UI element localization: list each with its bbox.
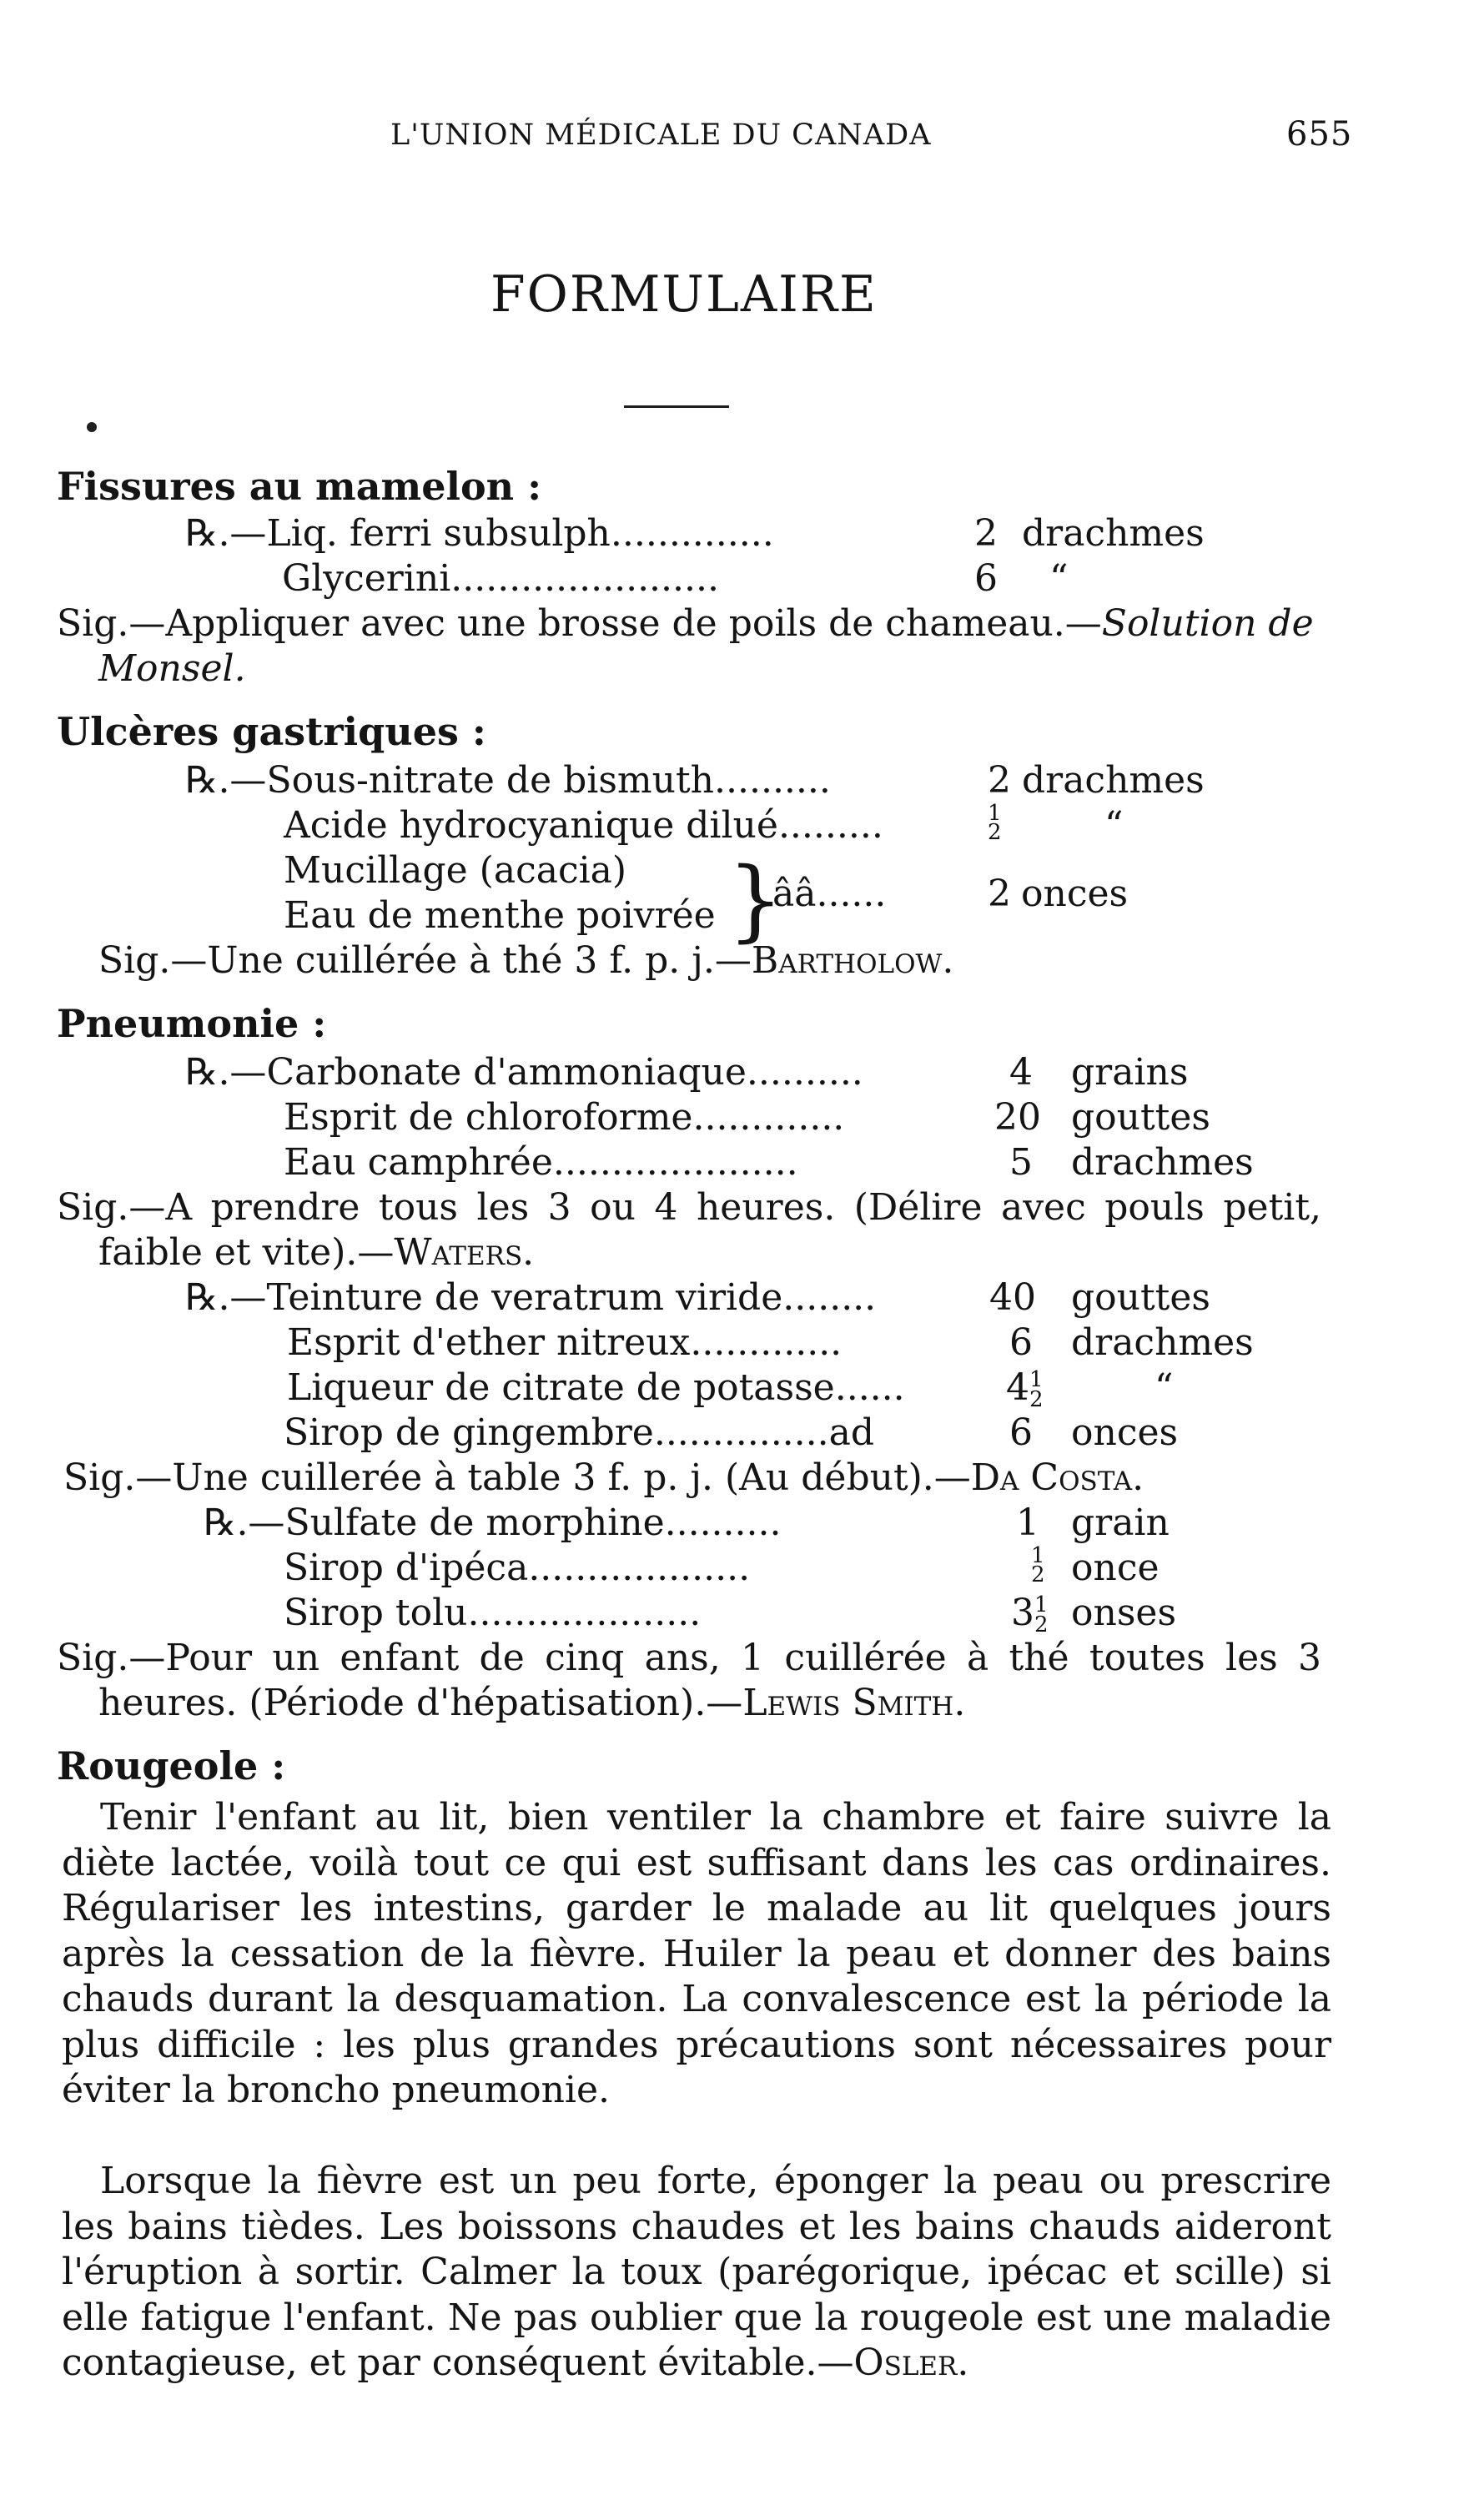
prescription-line: Glycerini....................... bbox=[282, 557, 719, 600]
signature-continuation: Monsel. bbox=[98, 647, 246, 690]
section-heading-rougeole: Rougeole : bbox=[57, 1743, 286, 1788]
quantity: 6 bbox=[1009, 1411, 1033, 1454]
prescription-line: ââ...... bbox=[772, 873, 887, 915]
quantity: 1 bbox=[1016, 1502, 1039, 1544]
section-heading-fissures: Fissures au mamelon : bbox=[57, 464, 542, 509]
prescription-line: Sirop de gingembre...............ad bbox=[284, 1411, 875, 1454]
prescription-line: Acide hydrocyanique dilué......... bbox=[284, 804, 883, 847]
ingredient-line: Mucillage (acacia) bbox=[284, 849, 627, 892]
ingredient-line: Eau de menthe poivrée bbox=[284, 894, 716, 937]
quantity: 5 bbox=[1009, 1141, 1033, 1184]
quantity-mixed-fraction: 41 2 bbox=[1006, 1366, 1044, 1412]
quantity: 2 bbox=[974, 512, 998, 555]
quantity: 6 bbox=[1009, 1321, 1033, 1364]
prescription-line: ℞.—Sous-nitrate de bismuth.......... bbox=[185, 759, 831, 802]
unit: “ bbox=[1049, 557, 1069, 600]
unit: gouttes bbox=[1071, 1096, 1210, 1139]
paragraph: Tenir l'enfant au lit, bien ventiler la chambre et faire suivre la diète lactée, voilà tout ce qui est suffisant dans les cas ordinaires. Régulariser les intestins, garder le malade au lit quelques jours après la cessation de la fièvre. Huiler la peau et donner des bains chauds durant la desquamation. La convalescence est la période la plus difficile : les plus grandes précautions sont nécessaires pour éviter la broncho pneumonie. bbox=[62, 1796, 1331, 2111]
unit: once bbox=[1071, 1547, 1160, 1589]
unit: drachmes bbox=[1022, 512, 1205, 555]
quantity: 2 bbox=[988, 873, 1011, 915]
running-title: L'UNION MÉDICALE DU CANADA bbox=[390, 118, 932, 152]
fraction-half: 1 2 bbox=[988, 801, 1002, 846]
signature-line: Sig.—A prendre tous les 3 ou 4 heures. (Délire avec pouls petit, bbox=[57, 1186, 1321, 1229]
prescription-line: Esprit d'ether nitreux............. bbox=[287, 1321, 843, 1364]
combining-brace: } bbox=[727, 848, 784, 951]
signature-line: Sig.—Appliquer avec une brosse de poils de chameau.—Solution de bbox=[57, 602, 1314, 645]
prescription-line: ℞.—Sulfate de morphine.......... bbox=[204, 1502, 782, 1544]
quantity: 40 bbox=[989, 1276, 1036, 1319]
signature-line: Sig.—Pour un enfant de cinq ans, 1 cuillérée à thé toutes les 3 bbox=[57, 1637, 1321, 1679]
quantity: 2 bbox=[988, 759, 1011, 802]
page-number: 655 bbox=[1286, 115, 1353, 153]
prescription-line: ℞.—Liq. ferri subsulph.............. bbox=[185, 512, 774, 555]
signature-continuation: faible et vite).—Waters. bbox=[98, 1231, 535, 1274]
quantity-mixed-fraction: 31 2 bbox=[1011, 1592, 1049, 1637]
unit: “ bbox=[1104, 804, 1124, 847]
unit: onces bbox=[1071, 1411, 1179, 1454]
unit: drachmes bbox=[1022, 759, 1205, 802]
signature-continuation: heures. (Période d'hépatisation).—Lewis Smith. bbox=[98, 1682, 966, 1724]
prescription-line: ℞.—Teinture de veratrum viride........ bbox=[185, 1276, 877, 1319]
quantity: 20 bbox=[994, 1096, 1041, 1139]
quantity: 4 bbox=[1009, 1051, 1033, 1094]
section-heading-ulceres: Ulcères gastriques : bbox=[57, 709, 486, 754]
unit: drachmes bbox=[1071, 1321, 1254, 1364]
margin-mark bbox=[87, 422, 97, 432]
unit: gouttes bbox=[1071, 1276, 1210, 1319]
prescription-line: ℞.—Carbonate d'ammoniaque.......... bbox=[185, 1051, 863, 1094]
quantity: 6 bbox=[974, 557, 998, 600]
prescription-line: Sirop d'ipéca................... bbox=[284, 1547, 751, 1589]
unit: onces bbox=[1021, 873, 1129, 915]
unit: onses bbox=[1071, 1592, 1177, 1634]
fraction-half: 1 2 bbox=[1031, 1543, 1045, 1588]
unit: “ bbox=[1155, 1366, 1174, 1409]
paragraph: Lorsque la fièvre est un peu forte, éponger la peau ou prescrire les bains tièdes. Les boissons chaudes et les bains chauds aideront l'éruption à sortir. Calmer la toux (parégorique, ipécac et scille) si elle fatigue l'enfant. Ne pas oublier que la rougeole est une maladie contagieuse, et par conséquent évitable.—Osler. bbox=[62, 2160, 1331, 2384]
signature-line: Sig.—Une cuillérée à thé 3 f. p. j.—Bartholow. bbox=[98, 939, 954, 982]
prescription-line: Liqueur de citrate de potasse...... bbox=[287, 1366, 905, 1409]
prescription-line: Esprit de chloroforme............. bbox=[284, 1096, 845, 1139]
unit: drachmes bbox=[1071, 1141, 1254, 1184]
title-rule bbox=[624, 405, 729, 408]
prescription-line: Eau camphrée..................... bbox=[284, 1141, 798, 1184]
unit: grains bbox=[1071, 1051, 1189, 1094]
page-title: FORMULAIRE bbox=[490, 265, 878, 324]
unit: grain bbox=[1071, 1502, 1170, 1544]
section-heading-pneumonie: Pneumonie : bbox=[57, 1001, 327, 1046]
prescription-line: Sirop tolu.................... bbox=[284, 1592, 702, 1634]
signature-line: Sig.—Une cuillerée à table 3 f. p. j. (Au début).—Da Costa. bbox=[63, 1456, 1144, 1499]
